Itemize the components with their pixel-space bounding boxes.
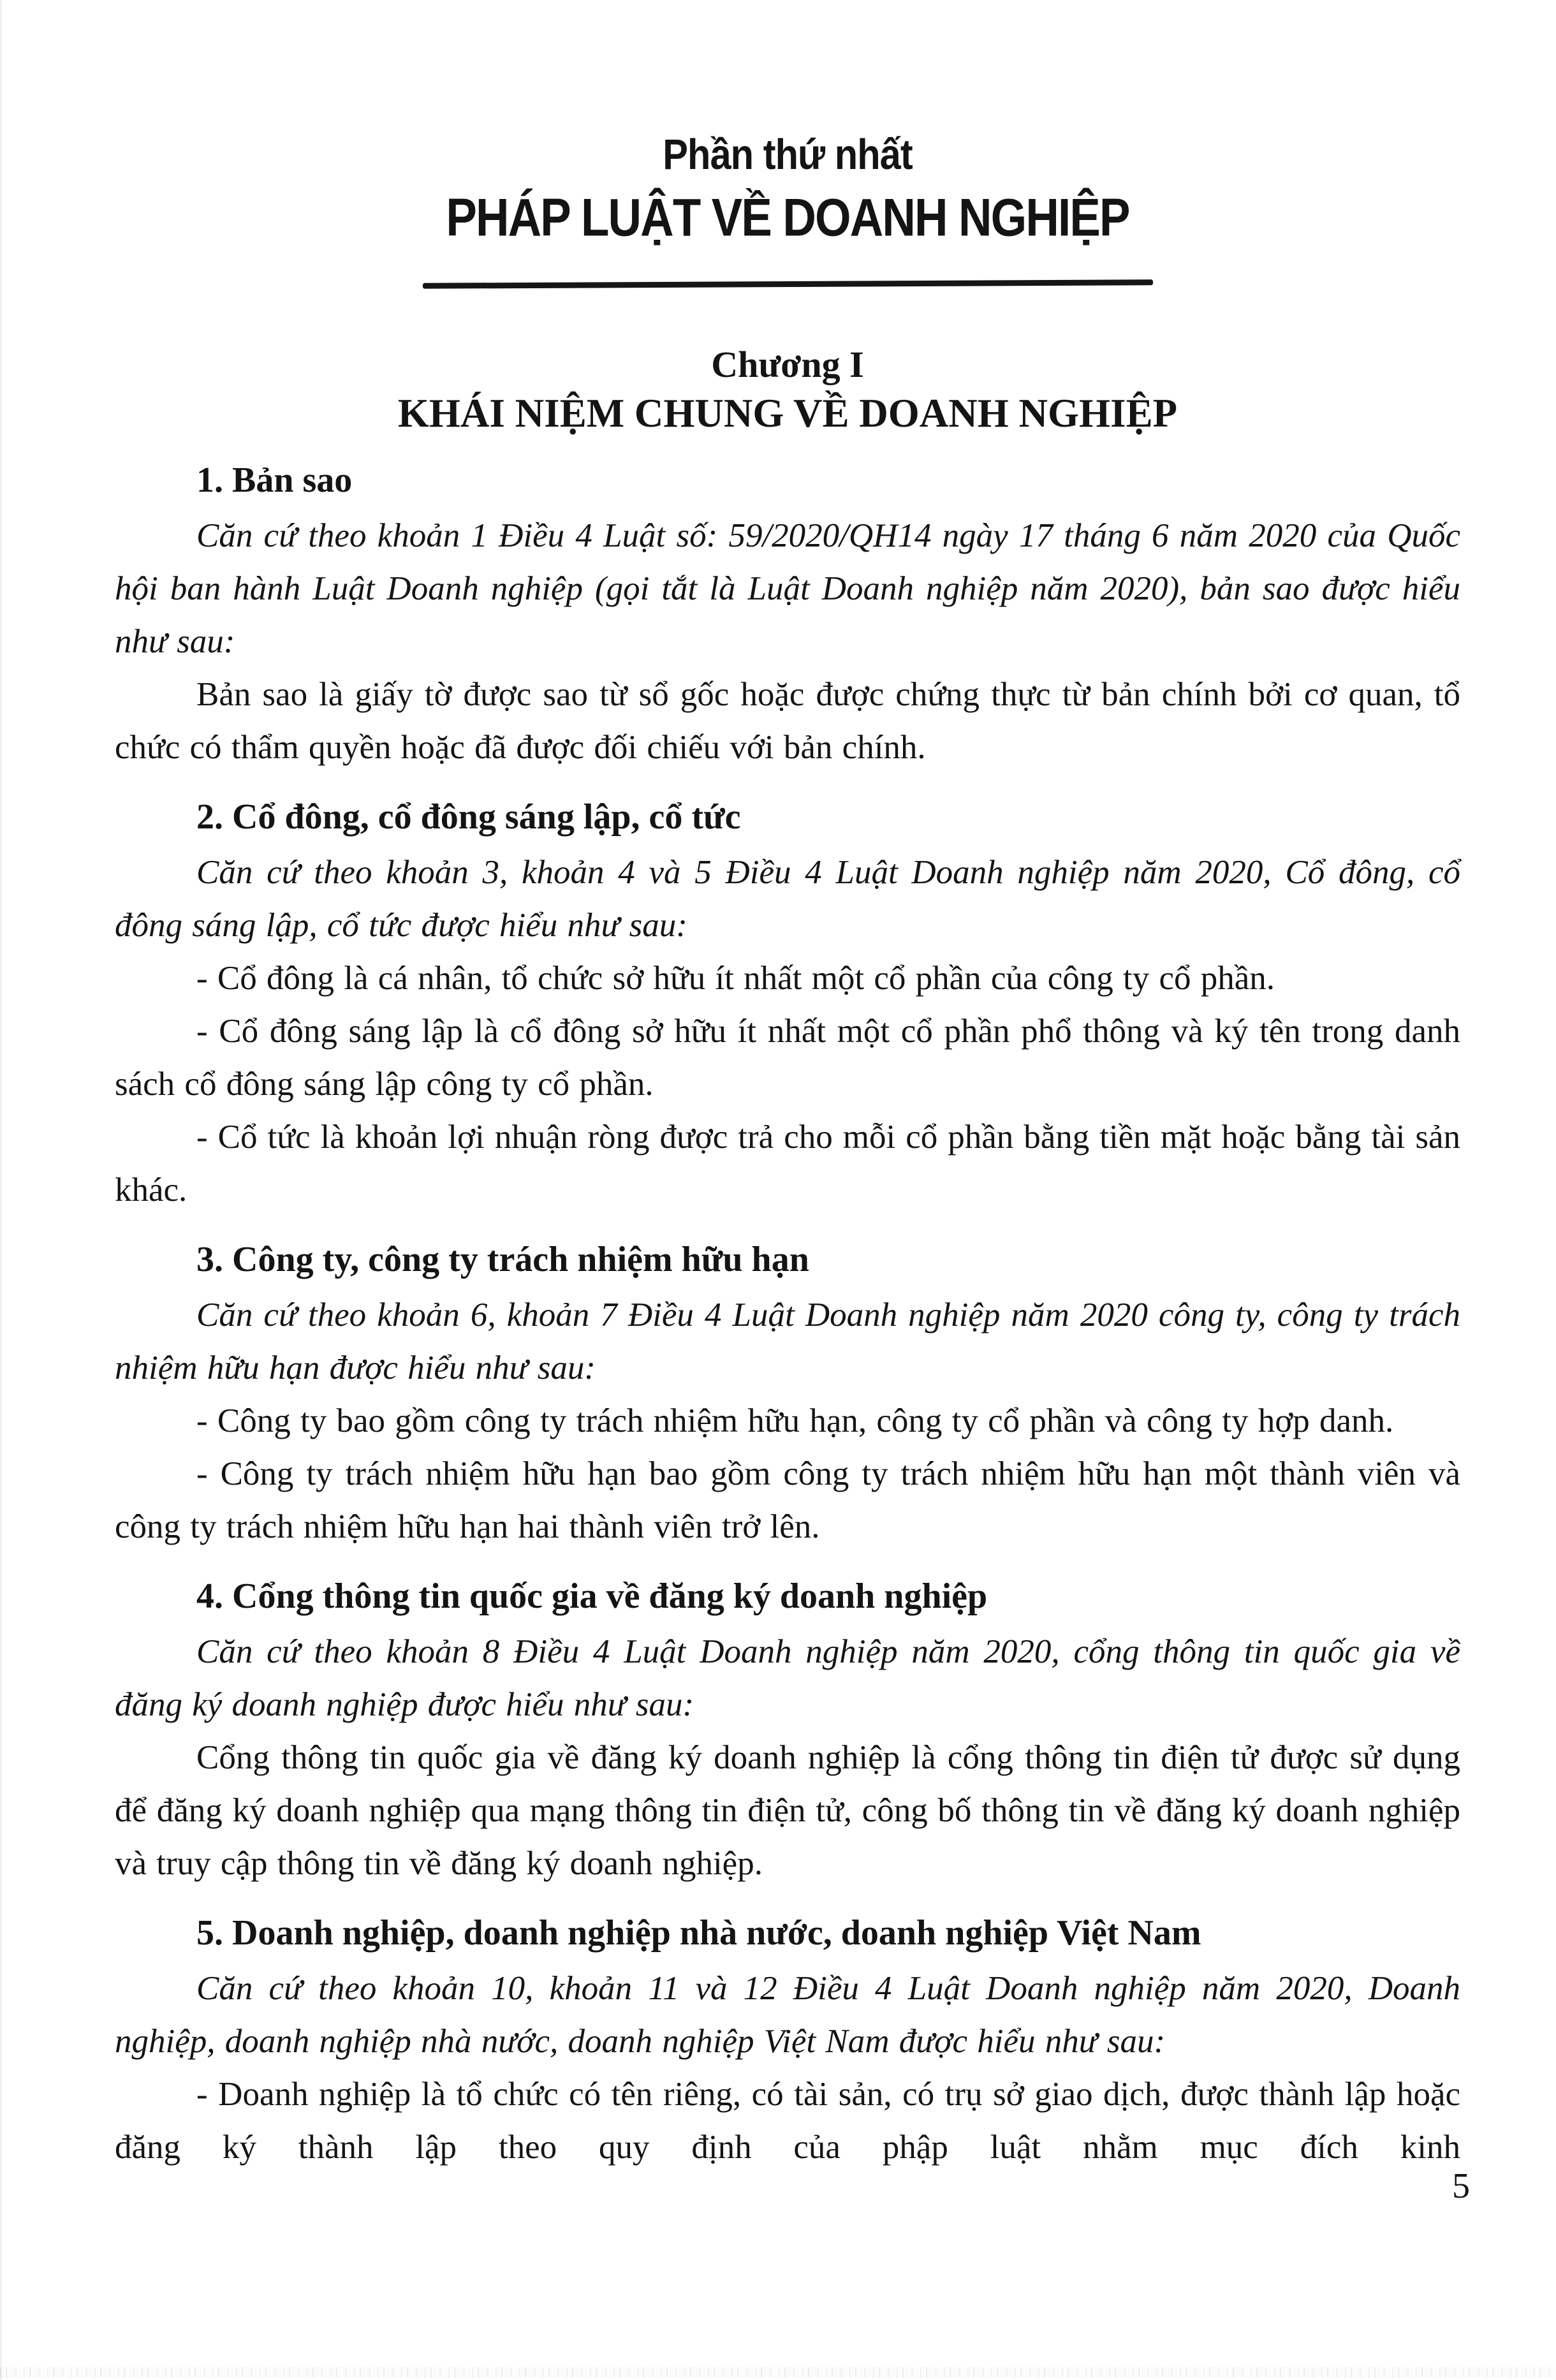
paragraph: - Cổ đông sáng lập là cổ đông sở hữu ít nhất một cổ phần phổ thông và ký tên trong danh sách cổ đông sáng lập công ty cổ phần. (115, 1013, 1460, 1103)
paragraph: - Cổ đông là cá nhân, tổ chức sở hữu ít nhất một cổ phần của công ty cổ phần. (196, 960, 1275, 997)
part-title: PHÁP LUẬT VỀ DOANH NGHIỆP (446, 187, 1129, 247)
paragraph: Căn cứ theo khoản 3, khoản 4 và 5 Điều 4 Luật Doanh nghiệp năm 2020, Cổ đông, cổ đông sáng lập, cổ tức được hiểu như sau: (115, 854, 1460, 944)
paragraph: Bản sao là giấy tờ được sao từ sổ gốc hoặc được chứng thực từ bản chính bởi cơ quan, tổ chức có thẩm quyền hoặc đã được đối chiếu với bản chính. (115, 676, 1460, 766)
section-heading: 2. Cổ đông, cổ đông sáng lập, cổ tức (196, 797, 741, 837)
scan-noise-strip (0, 2367, 1556, 2377)
section (115, 1570, 1460, 1890)
paragraph: Căn cứ theo khoản 8 Điều 4 Luật Doanh nghiệp năm 2020, cổng thông tin quốc gia về đăng ký doanh nghiệp được hiểu như sau: (115, 1633, 1460, 1723)
page-number: 5 (1452, 2166, 1470, 2206)
paragraph: - Cổ tức là khoản lợi nhuận ròng được trả cho mỗi cổ phần bằng tiền mặt hoặc bằng tài sản khác. (115, 1119, 1460, 1208)
section-heading: 5. Doanh nghiệp, doanh nghiệp nhà nước, doanh nghiệp Việt Nam (196, 1913, 1201, 1953)
chapter-label: Chương I (711, 344, 864, 385)
section-heading: 3. Công ty, công ty trách nhiệm hữu hạn (196, 1240, 809, 1279)
paragraph: Căn cứ theo khoản 10, khoản 11 và 12 Điều 4 Luật Doanh nghiệp năm 2020, Doanh nghiệp, doanh nghiệp nhà nước, doanh nghiệp Việt Nam được hiểu như sau: (115, 1970, 1460, 2060)
scan-edge-artifact (0, 0, 2, 2380)
chapter-title: KHÁI NIỆM CHUNG VỀ DOANH NGHIỆP (397, 391, 1178, 436)
section (115, 454, 1460, 774)
section (115, 1907, 1460, 2174)
paragraph: Căn cứ theo khoản 1 Điều 4 Luật số: 59/2020/QH14 ngày 17 tháng 6 năm 2020 của Quốc hội ban hành Luật Doanh nghiệp (gọi tắt là Luật Doanh nghiệp năm 2020), bản sao được hiểu như sau: (115, 517, 1460, 660)
section (115, 1233, 1460, 1554)
section-heading: 1. Bản sao (196, 460, 353, 500)
paragraph: - Công ty bao gồm công ty trách nhiệm hữu hạn, công ty cổ phần và công ty hợp danh. (196, 1402, 1394, 1439)
part-kicker: Phần thứ nhất (663, 130, 913, 179)
divider-rule (422, 279, 1152, 289)
section-heading: 4. Cổng thông tin quốc gia về đăng ký doanh nghiệp (196, 1576, 988, 1616)
sections-container (115, 454, 1460, 2174)
paragraph: Cổng thông tin quốc gia về đăng ký doanh nghiệp là cổng thông tin điện tử được sử dụng để đăng ký doanh nghiệp qua mạng thông tin điện tử, công bố thông tin về đăng ký doanh nghiệp và truy cập thông tin về đăng ký doanh nghiệp. (115, 1739, 1460, 1882)
paragraph: Căn cứ theo khoản 6, khoản 7 Điều 4 Luật Doanh nghiệp năm 2020 công ty, công ty trách nhiệm hữu hạn được hiểu như sau: (115, 1297, 1460, 1386)
section (115, 791, 1460, 1217)
paragraph: - Công ty trách nhiệm hữu hạn bao gồm công ty trách nhiệm hữu hạn một thành viên và công ty trách nhiệm hữu hạn hai thành viên trở lên. (115, 1455, 1460, 1545)
paragraph: - Doanh nghiệp là tổ chức có tên riêng, có tài sản, có trụ sở giao dịch, được thành lập hoặc đăng ký thành lập theo quy định của phập luật nhằm mục đích kinh (115, 2076, 1460, 2166)
